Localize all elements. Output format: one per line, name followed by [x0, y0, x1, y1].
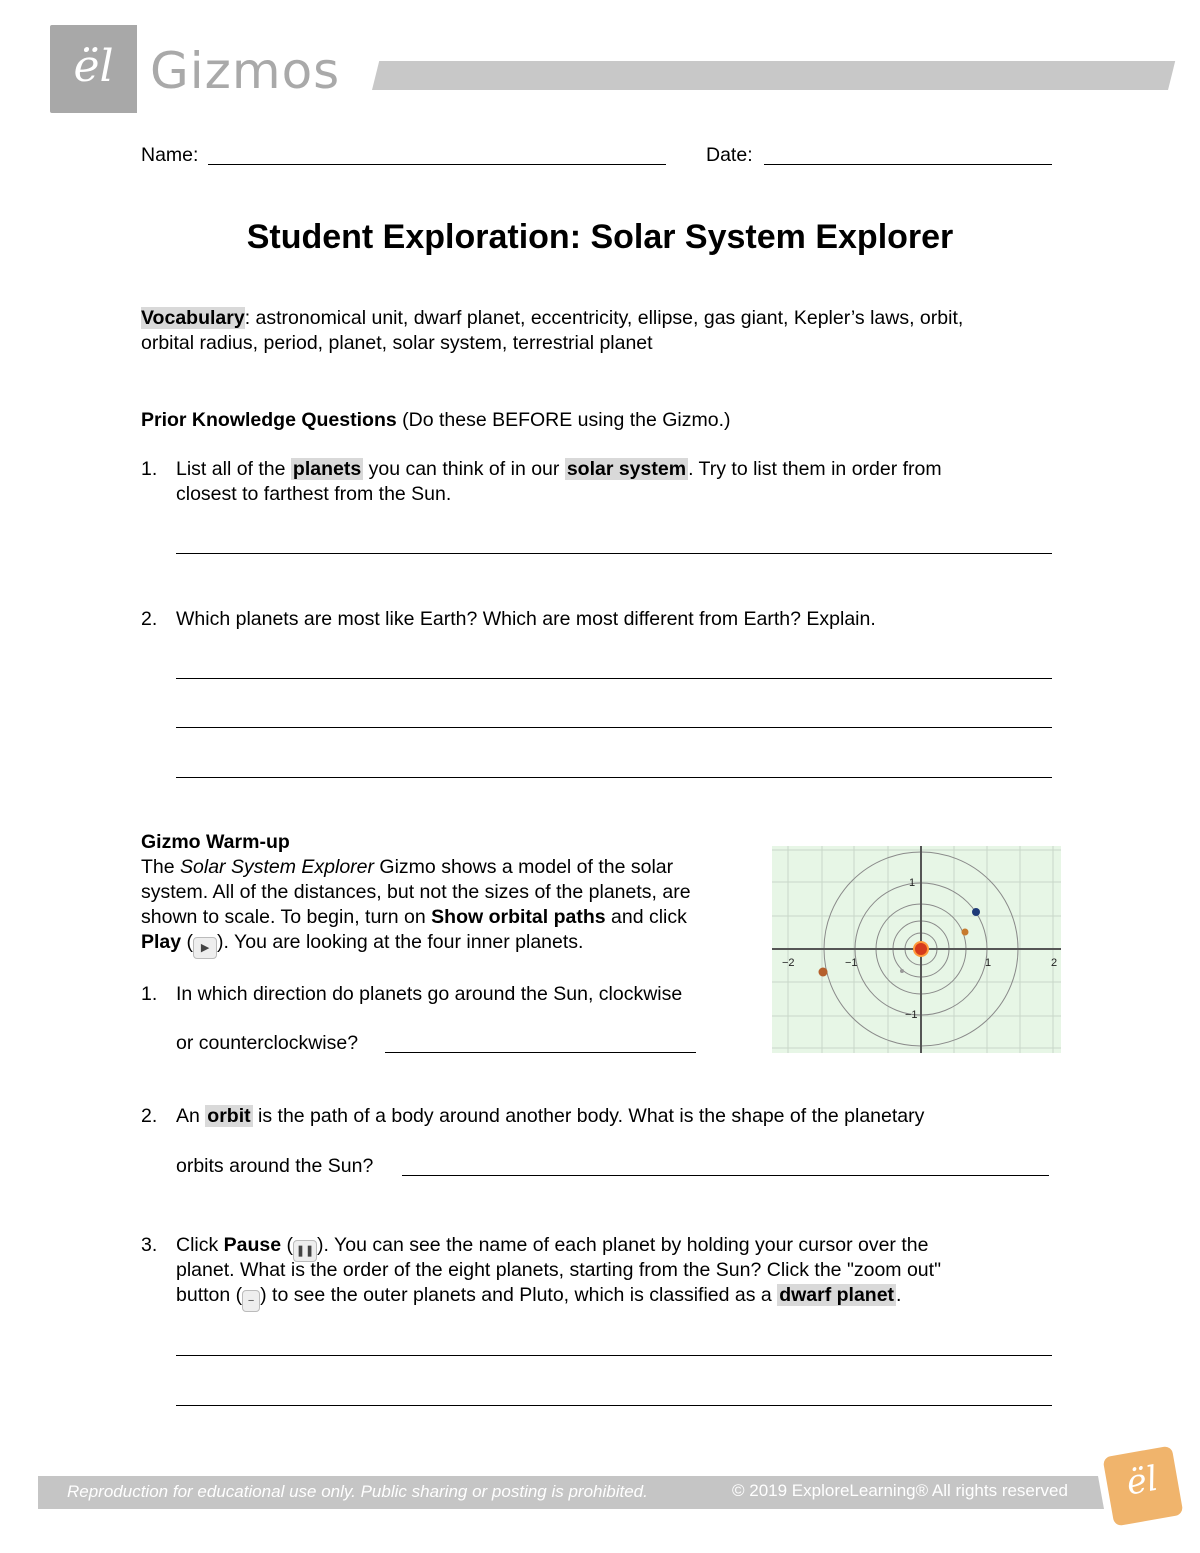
gizmos-logo: ël — [50, 25, 137, 113]
answer-line[interactable] — [402, 1175, 1049, 1176]
warmup-q1-text-line2: or counterclockwise? — [176, 1032, 359, 1054]
vocabulary-line-1: Vocabulary: astronomical unit, dwarf planet, eccentricity, ellipse, gas giant, Kepler’s laws, orbit, — [141, 307, 964, 329]
pause-icon: ❚❚ — [293, 1240, 317, 1262]
warmup-q3-text-line3: button ( − ) to see the outer planets and Pluto, which is classified as a dwarf planet . — [176, 1283, 901, 1312]
warmup-paragraph-line-1: The Solar System Explorer Gizmo shows a model of the solar — [141, 856, 674, 878]
zoom-out-icon: − — [242, 1290, 260, 1312]
warmup-paragraph-line-2: system. All of the distances, but not the sizes of the planets, are — [141, 881, 691, 903]
name-field-line[interactable] — [208, 164, 666, 165]
answer-line[interactable] — [176, 1405, 1052, 1406]
prior-q1-text: List all of the planets you can think of in our solar system . Try to list them in order from — [176, 458, 942, 480]
vocabulary-line-2: orbital radius, period, planet, solar system, terrestrial planet — [141, 332, 653, 354]
prior-knowledge-heading: Prior Knowledge Questions (Do these BEFORE using the Gizmo.) — [141, 409, 731, 431]
x-tick-label: −1 — [845, 957, 858, 969]
warmup-paragraph-line-3: shown to scale. To begin, turn on Show orbital paths and click — [141, 906, 687, 928]
warmup-q2-text: An orbit is the path of a body around another body. What is the shape of the planetary — [176, 1105, 925, 1127]
x-tick-label: −2 — [782, 957, 795, 969]
brand-name: Gizmos — [150, 42, 341, 100]
name-label: Name: — [141, 144, 199, 166]
prior-q1-number: 1. — [141, 458, 158, 480]
x-tick-label: 2 — [1051, 957, 1058, 969]
vocabulary-label: Vocabulary — [141, 307, 245, 329]
warmup-q2-number: 2. — [141, 1105, 158, 1127]
answer-line[interactable] — [176, 678, 1052, 679]
date-label: Date: — [706, 144, 753, 166]
planet-icon[interactable] — [819, 968, 828, 977]
solar-system-graph — [772, 846, 1061, 1053]
x-tick-label: 1 — [985, 957, 992, 969]
prior-q1-text-line2: closest to farthest from the Sun. — [176, 483, 452, 505]
warmup-q3-text-line2: planet. What is the order of the eight planets, starting from the Sun? Click the "zoom out" — [176, 1259, 941, 1281]
warmup-q1-text: In which direction do planets go around the Sun, clockwise — [176, 983, 683, 1005]
warmup-paragraph-line-4: Play ( ▶ ). You are looking at the four inner planets. — [141, 930, 583, 959]
y-tick-label: −1 — [905, 1009, 918, 1021]
header-bar — [372, 61, 1175, 90]
answer-line[interactable] — [176, 553, 1052, 554]
warmup-heading: Gizmo Warm-up — [141, 831, 290, 853]
planet-icon[interactable] — [900, 969, 904, 973]
date-field-line[interactable] — [764, 164, 1052, 165]
prior-q2-text: Which planets are most like Earth? Which are most different from Earth? Explain. — [176, 608, 876, 630]
footer-disclaimer: Reproduction for educational use only. Public sharing or posting is prohibited. — [67, 1482, 648, 1501]
y-tick-label: 1 — [909, 877, 916, 889]
answer-line[interactable] — [385, 1052, 696, 1053]
answer-line[interactable] — [176, 777, 1052, 778]
warmup-q3-number: 3. — [141, 1234, 158, 1256]
warmup-q2-text-line2: orbits around the Sun? — [176, 1155, 374, 1177]
warmup-q1-number: 1. — [141, 983, 158, 1005]
answer-line[interactable] — [176, 727, 1052, 728]
page-title: Student Exploration: Solar System Explorer — [246, 218, 954, 256]
prior-q2-number: 2. — [141, 608, 158, 630]
answer-line[interactable] — [176, 1355, 1052, 1356]
footer-copyright: © 2019 ExploreLearning® All rights reserved — [732, 1481, 1068, 1500]
warmup-q3-text: Click Pause ( ❚❚ ). You can see the name of each planet by holding your cursor over the — [176, 1233, 928, 1262]
planet-icon[interactable] — [972, 908, 980, 916]
planet-icon[interactable] — [962, 929, 969, 936]
sun-icon[interactable] — [914, 942, 928, 956]
explorelearning-logo: ël — [1102, 1445, 1183, 1526]
play-icon: ▶ — [193, 937, 217, 959]
